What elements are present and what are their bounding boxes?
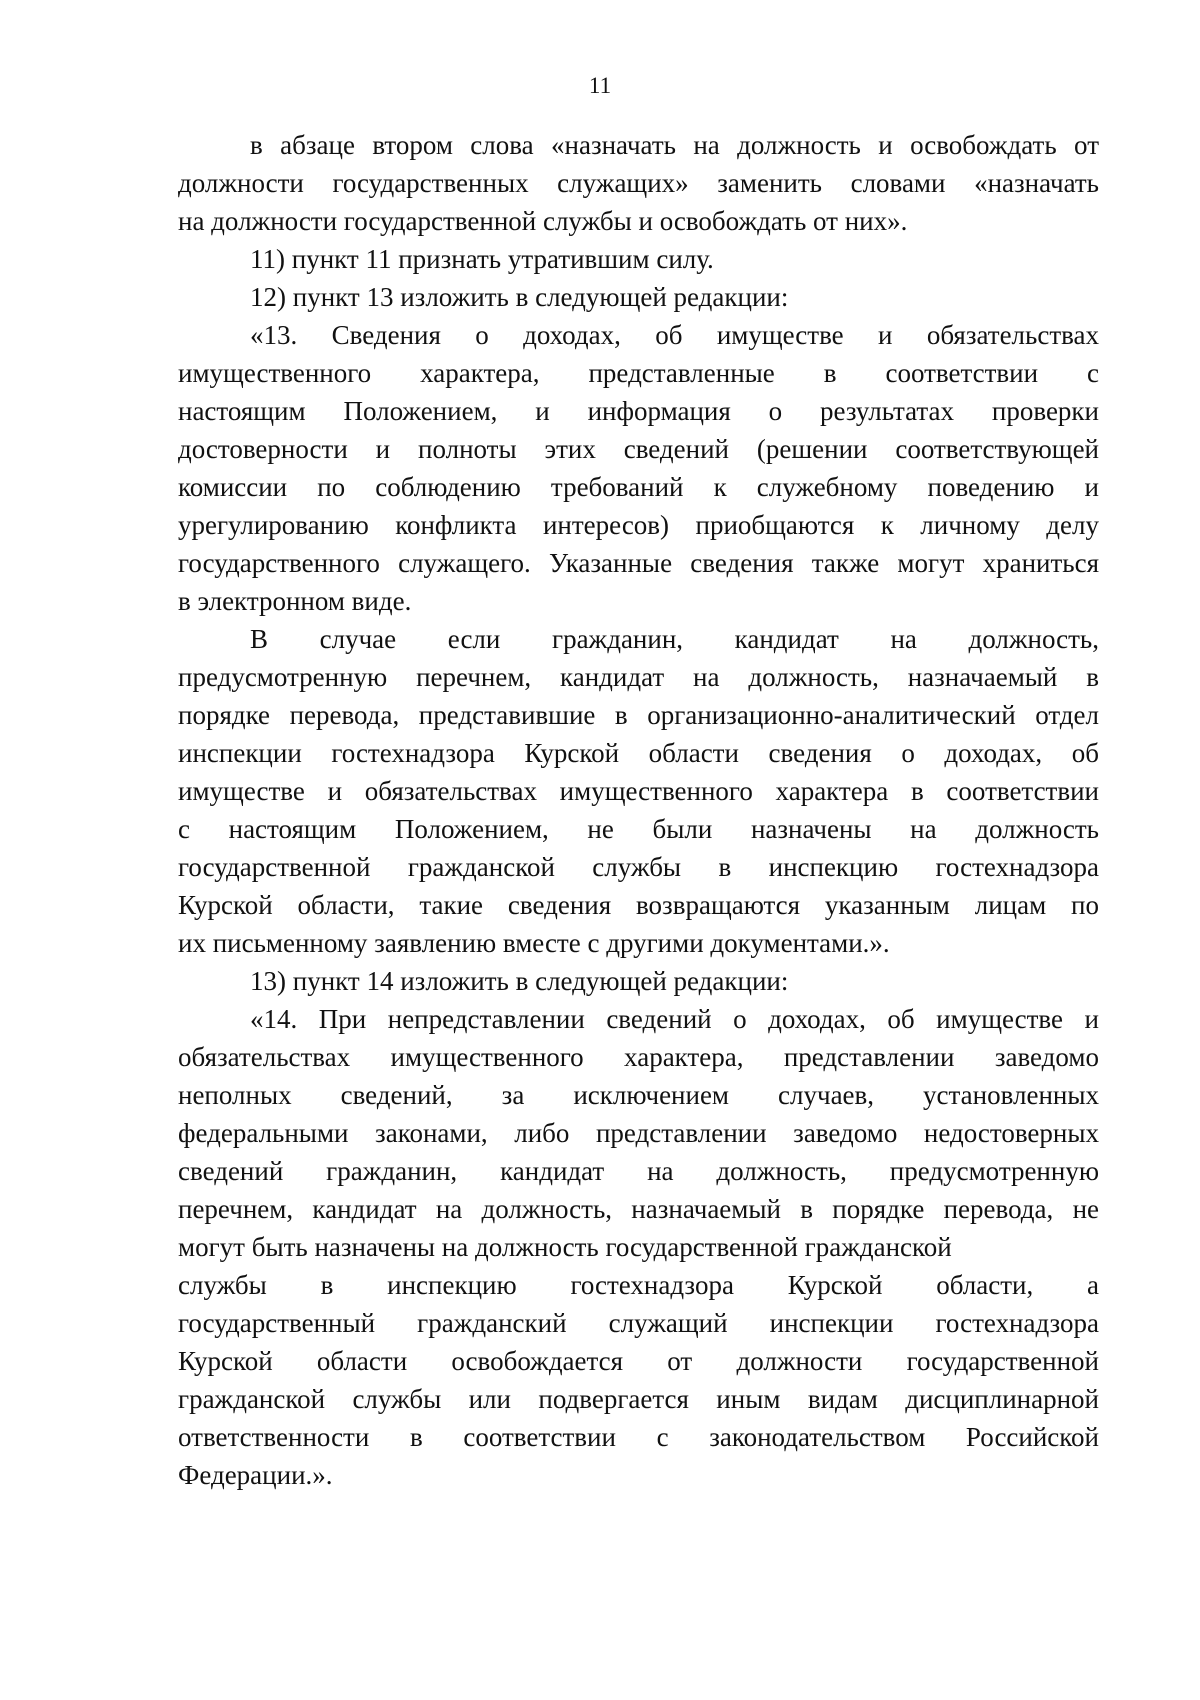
text-line: их письменному заявлению вместе с другими документами.». xyxy=(178,928,890,958)
text-line: Федерации.». xyxy=(178,1460,333,1490)
text-line: государственной гражданской службы в инспекцию гостехнадзора xyxy=(178,852,1099,882)
text-line: неполных сведений, за исключением случаев, установленных xyxy=(178,1080,1099,1110)
text-line: гражданской службы или подвергается иным видам дисциплинарной xyxy=(178,1384,1099,1414)
text-line: урегулированию конфликта интересов) приобщаются к личному делу xyxy=(178,510,1099,540)
text-line: сведений гражданин, кандидат на должность, предусмотренную xyxy=(178,1156,1099,1186)
text-line: предусмотренную перечнем, кандидат на должность, назначаемый в xyxy=(178,662,1099,692)
text-line: имущественного характера, представленные в соответствии с xyxy=(178,358,1099,388)
text-line: 12) пункт 13 изложить в следующей редакции: xyxy=(250,282,789,312)
text-line: службы в инспекцию гостехнадзора Курской области, а xyxy=(178,1270,1099,1300)
text-line: могут быть назначены на должность государственной гражданской xyxy=(178,1232,952,1262)
text-line: в электронном виде. xyxy=(178,586,412,616)
text-line: перечнем, кандидат на должность, назначаемый в порядке перевода, не xyxy=(178,1194,1099,1224)
text-line: достоверности и полноты этих сведений (решении соответствующей xyxy=(178,434,1099,464)
text-line: обязательствах имущественного характера, представлении заведомо xyxy=(178,1042,1099,1072)
text-line: Курской области, такие сведения возвращаются указанным лицам по xyxy=(178,890,1099,920)
text-line: «13. Сведения о доходах, об имуществе и обязательствах xyxy=(250,320,1099,350)
text-line: инспекции гостехнадзора Курской области сведения о доходах, об xyxy=(178,738,1099,768)
text-line: В случае если гражданин, кандидат на должность, xyxy=(250,624,1099,654)
text-line: ответственности в соответствии с законодательством Российской xyxy=(178,1422,1099,1452)
text-line: государственного служащего. Указанные сведения также могут храниться xyxy=(178,548,1099,578)
text-line: 13) пункт 14 изложить в следующей редакции: xyxy=(250,966,789,996)
text-line: федеральными законами, либо представлении заведомо недостоверных xyxy=(178,1118,1099,1148)
document-body xyxy=(178,126,1099,1494)
text-line: комиссии по соблюдению требований к служебному поведению и xyxy=(178,472,1099,502)
text-line: с настоящим Положением, не были назначены на должность xyxy=(178,814,1099,844)
text-line: должности государственных служащих» заменить словами «назначать xyxy=(178,168,1099,198)
text-line: Курской области освобождается от должности государственной xyxy=(178,1346,1099,1376)
text-line: имуществе и обязательствах имущественного характера в соответствии xyxy=(178,776,1099,806)
text-line: настоящим Положением, и информация о результатах проверки xyxy=(178,396,1099,426)
text-line: «14. При непредставлении сведений о доходах, об имуществе и xyxy=(250,1004,1099,1034)
text-line: на должности государственной службы и освобождать от них». xyxy=(178,206,908,236)
text-line: 11) пункт 11 признать утратившим силу. xyxy=(250,244,714,274)
page-number: 11 xyxy=(588,73,612,98)
text-line: государственный гражданский служащий инспекции гостехнадзора xyxy=(178,1308,1099,1338)
text-line: в абзаце втором слова «назначать на должность и освобождать от xyxy=(250,130,1099,160)
text-line: порядке перевода, представившие в организационно-аналитический отдел xyxy=(178,700,1099,730)
